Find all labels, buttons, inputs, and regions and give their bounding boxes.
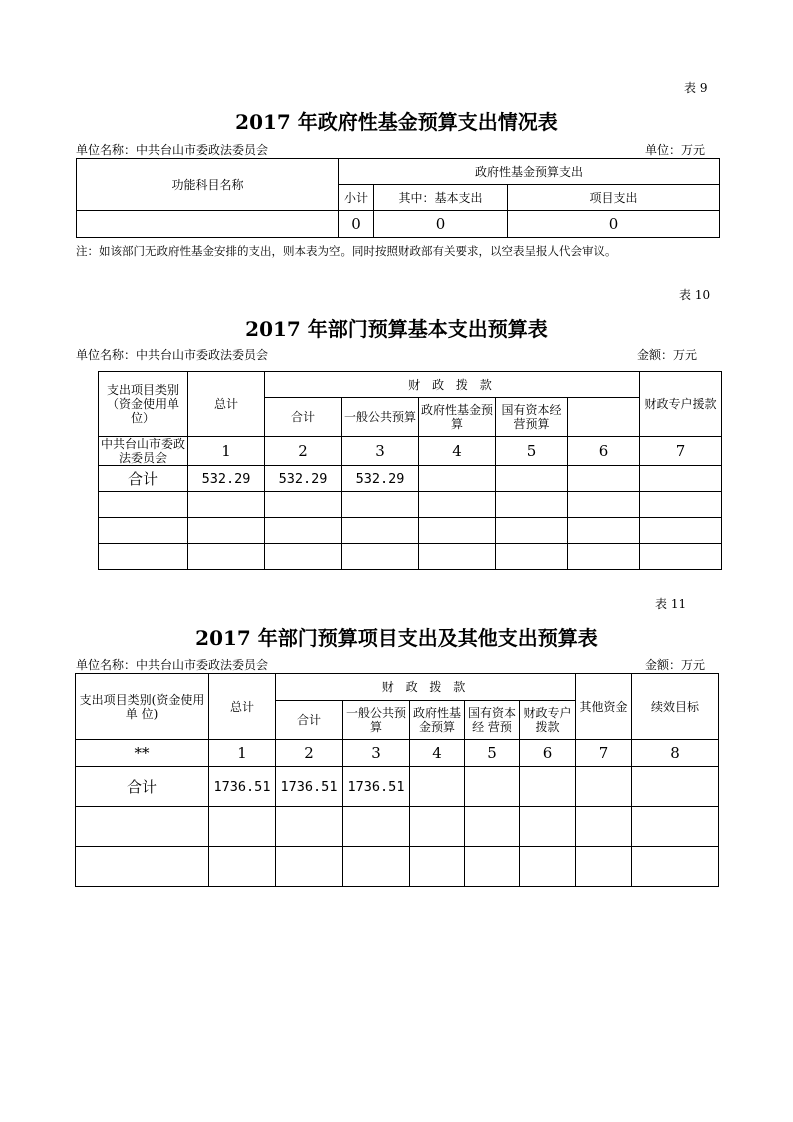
total-row bbox=[99, 466, 722, 492]
index-cell: 2 bbox=[265, 437, 342, 466]
index-cell: 5 bbox=[496, 437, 568, 466]
header-project: 项目支出 bbox=[508, 185, 720, 211]
index-cell: 2 bbox=[276, 740, 343, 767]
table9 bbox=[76, 158, 720, 238]
cell-subtotal: 0 bbox=[339, 211, 374, 238]
table-row bbox=[99, 518, 722, 544]
header-special: 财政专户拨款 bbox=[520, 701, 576, 740]
cell-project: 0 bbox=[508, 211, 720, 238]
header-function-name: 功能科目名称 bbox=[77, 159, 339, 211]
table10-label: 表 10 bbox=[679, 288, 711, 302]
index-cell: 4 bbox=[419, 437, 496, 466]
index-cell: ** bbox=[76, 740, 209, 767]
index-cell: 5 bbox=[465, 740, 520, 767]
index-cell: 6 bbox=[568, 437, 640, 466]
header-state-capital: 国有资本经营预算 bbox=[496, 398, 568, 437]
header-fiscal-group: 财 政 拨 款 bbox=[276, 674, 576, 701]
total-cell bbox=[410, 767, 465, 807]
header-general: 一般公共预算 bbox=[342, 398, 419, 437]
header-perf: 续效目标 bbox=[632, 674, 719, 740]
table-row bbox=[99, 544, 722, 570]
total-cell bbox=[568, 466, 640, 492]
header-state-capital: 国有资本经 营预 bbox=[465, 701, 520, 740]
table-row bbox=[76, 847, 719, 887]
table9-title: 2017 年政府性基金预算支出情况表 bbox=[235, 110, 558, 134]
header-special: 财政专户援款 bbox=[640, 372, 722, 437]
table10 bbox=[98, 371, 722, 570]
header-fiscal-group: 财 政 拨 款 bbox=[265, 372, 640, 398]
table9-unit-name: 单位名称：中共台山市委政法委员会 bbox=[76, 143, 269, 157]
index-cell: 1 bbox=[188, 437, 265, 466]
total-row bbox=[76, 767, 719, 807]
table10-title: 2017 年部门预算基本支出预算表 bbox=[245, 317, 548, 341]
table11-unit: 金额：万元 bbox=[645, 658, 706, 672]
total-cell bbox=[465, 767, 520, 807]
header-sum: 合计 bbox=[265, 398, 342, 437]
index-cell: 8 bbox=[632, 740, 719, 767]
index-cell: 7 bbox=[640, 437, 722, 466]
header-other: 其他资金 bbox=[576, 674, 632, 740]
total-cell bbox=[576, 767, 632, 807]
total-cell bbox=[520, 767, 576, 807]
index-row bbox=[99, 437, 722, 466]
total-cell: 合计 bbox=[76, 767, 209, 807]
header-category: 支出项目类别（资金使用单位） bbox=[99, 372, 188, 437]
table11-title: 2017 年部门预算项目支出及其他支出预算表 bbox=[195, 626, 598, 650]
index-cell: 6 bbox=[520, 740, 576, 767]
cell-name bbox=[77, 211, 339, 238]
index-row bbox=[76, 740, 719, 767]
table-row bbox=[76, 807, 719, 847]
header-general: 一般公共预算 bbox=[343, 701, 410, 740]
table9-note: 注：如该部门无政府性基金安排的支出，则本表为空。同时按照财政部有关要求，以空表呈报人代会审议。 bbox=[76, 244, 617, 258]
total-cell: 1736.51 bbox=[209, 767, 276, 807]
table10-unit-name: 单位名称：中共台山市委政法委员会 bbox=[76, 348, 269, 362]
index-cell: 3 bbox=[342, 437, 419, 466]
index-cell: 7 bbox=[576, 740, 632, 767]
header-sum: 合计 bbox=[276, 701, 343, 740]
table11 bbox=[75, 673, 719, 887]
total-cell: 1736.51 bbox=[343, 767, 410, 807]
index-cell: 1 bbox=[209, 740, 276, 767]
header-gov-fund: 政府性基金预算 bbox=[410, 701, 465, 740]
total-cell bbox=[496, 466, 568, 492]
table10-unit: 金额：万元 bbox=[637, 348, 698, 362]
header-total: 总计 bbox=[188, 372, 265, 437]
table9-unit: 单位：万元 bbox=[645, 143, 706, 157]
total-cell bbox=[632, 767, 719, 807]
total-cell bbox=[419, 466, 496, 492]
index-cell: 3 bbox=[343, 740, 410, 767]
header-category: 支出项目类别(资金使用单 位) bbox=[76, 674, 209, 740]
header-total: 总计 bbox=[209, 674, 276, 740]
header-subtotal: 小计 bbox=[339, 185, 374, 211]
header-gov-fund: 政府性基金预算 bbox=[419, 398, 496, 437]
table11-label: 表 11 bbox=[655, 597, 687, 611]
index-cell: 中共台山市委政法委员会 bbox=[99, 437, 188, 466]
total-cell: 532.29 bbox=[188, 466, 265, 492]
header-basic: 其中：基本支出 bbox=[374, 185, 508, 211]
table-row bbox=[99, 492, 722, 518]
total-cell: 532.29 bbox=[342, 466, 419, 492]
index-cell: 4 bbox=[410, 740, 465, 767]
total-cell bbox=[640, 466, 722, 492]
cell-basic: 0 bbox=[374, 211, 508, 238]
total-cell: 532.29 bbox=[265, 466, 342, 492]
total-cell: 合计 bbox=[99, 466, 188, 492]
table9-label: 表 9 bbox=[684, 81, 708, 95]
total-cell: 1736.51 bbox=[276, 767, 343, 807]
header-fund-group: 政府性基金预算支出 bbox=[339, 159, 720, 185]
table11-unit-name: 单位名称：中共台山市委政法委员会 bbox=[76, 658, 269, 672]
table-row bbox=[77, 211, 720, 238]
